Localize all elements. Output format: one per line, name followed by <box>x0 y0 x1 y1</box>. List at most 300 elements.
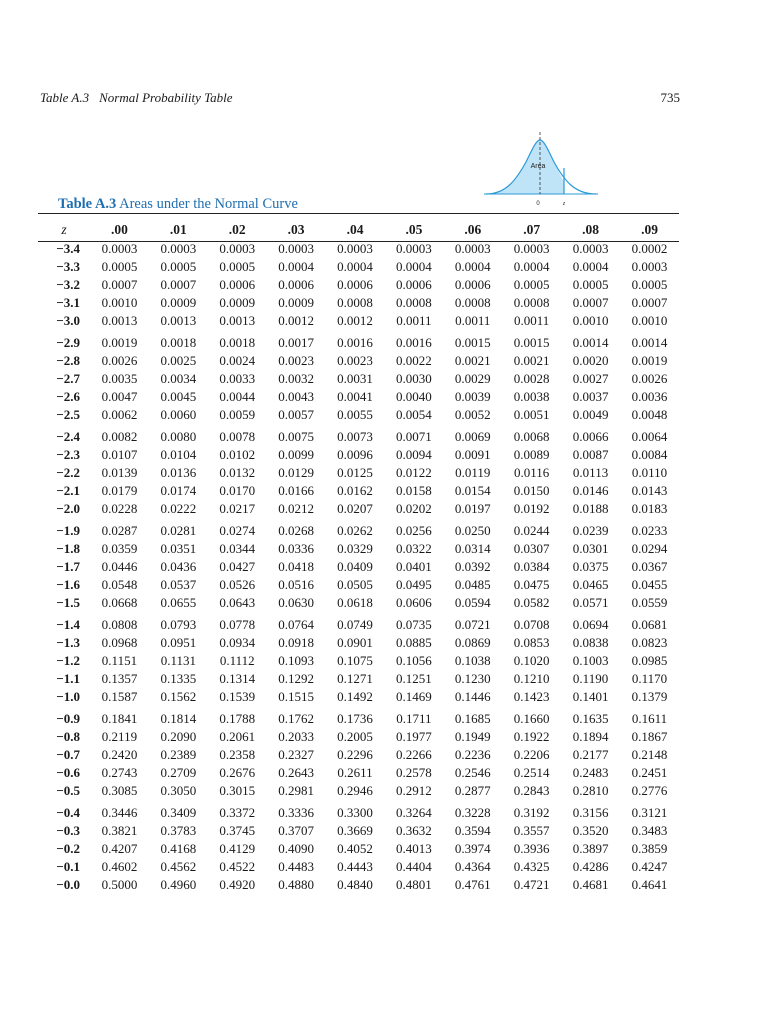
area-value: 0.3520 <box>572 823 609 838</box>
area-value: 0.0158 <box>396 483 432 498</box>
area-value: 0.0010 <box>572 313 609 328</box>
area-value: 0.0052 <box>454 407 491 422</box>
area-value: 0.0681 <box>631 617 668 632</box>
area-value: 0.0062 <box>101 407 138 422</box>
area-value: 0.0179 <box>101 483 138 498</box>
table-row <box>38 540 679 558</box>
area-value: 0.0078 <box>219 429 256 444</box>
area-value: 0.0008 <box>337 295 373 310</box>
area-value: 0.0005 <box>572 277 609 292</box>
area-value: 0.0197 <box>454 501 491 516</box>
area-value: 0.0268 <box>278 523 314 538</box>
area-value: 0.0853 <box>513 635 550 650</box>
area-value: 0.0985 <box>631 653 668 668</box>
table-row <box>38 312 679 330</box>
area-value: 0.2709 <box>160 765 197 780</box>
area-value: 0.0009 <box>219 295 256 310</box>
area-value: 0.0901 <box>337 635 373 650</box>
area-value: 0.0003 <box>278 241 314 256</box>
area-value: 0.2119 <box>101 729 138 744</box>
area-value: 0.0094 <box>396 447 432 462</box>
area-value: 0.1230 <box>454 671 491 686</box>
area-value: 0.1894 <box>572 729 609 744</box>
area-value: 0.0132 <box>219 465 256 480</box>
z-value: −1.7 <box>56 559 80 574</box>
area-value: 0.0018 <box>160 335 197 350</box>
z-value: −2.6 <box>56 389 80 404</box>
z-value: −2.7 <box>56 371 80 386</box>
area-value: 0.3594 <box>454 823 491 838</box>
area-value: 0.0102 <box>219 447 256 462</box>
area-value: 0.0003 <box>396 241 432 256</box>
area-value: 0.3936 <box>513 841 550 856</box>
z-value: −1.3 <box>56 635 80 650</box>
area-value: 0.1251 <box>396 671 432 686</box>
area-value: 0.3974 <box>454 841 491 856</box>
area-value: 0.3707 <box>278 823 314 838</box>
table-row <box>38 370 679 388</box>
area-value: 0.1446 <box>454 689 491 704</box>
area-value: 0.0084 <box>631 447 668 462</box>
area-value: 0.0047 <box>101 389 138 404</box>
area-value: 0.0122 <box>396 465 432 480</box>
z-value: −1.6 <box>56 577 80 592</box>
header-col: .00 <box>111 222 128 237</box>
table-row <box>38 500 679 518</box>
area-value: 0.0026 <box>101 353 138 368</box>
area-value: 0.0749 <box>337 617 373 632</box>
area-value: 0.2451 <box>631 765 668 780</box>
area-value: 0.0011 <box>514 313 550 328</box>
area-value: 0.0028 <box>513 371 550 386</box>
area-value: 0.1131 <box>160 653 196 668</box>
z-value: −2.0 <box>56 501 80 516</box>
area-value: 0.2358 <box>219 747 256 762</box>
area-value: 0.0008 <box>513 295 550 310</box>
area-value: 0.0030 <box>396 371 432 386</box>
area-value: 0.0281 <box>160 523 197 538</box>
area-value: 0.0582 <box>513 595 550 610</box>
area-value: 0.0004 <box>278 259 314 274</box>
area-value: 0.0003 <box>454 241 491 256</box>
table-header <box>38 220 679 240</box>
z-value: −1.4 <box>56 617 80 632</box>
table-row <box>38 670 679 688</box>
area-value: 0.3015 <box>219 783 256 798</box>
area-value: 0.0793 <box>160 617 197 632</box>
area-value: 0.1210 <box>513 671 550 686</box>
table-row <box>38 446 679 464</box>
area-value: 0.0294 <box>631 541 668 556</box>
area-value: 0.0014 <box>572 335 609 350</box>
z-value: −2.5 <box>56 407 80 422</box>
area-value: 0.2946 <box>337 783 373 798</box>
area-value: 0.4721 <box>513 877 550 892</box>
table-row <box>38 840 679 858</box>
area-value: 0.0038 <box>513 389 550 404</box>
area-value: 0.0008 <box>396 295 432 310</box>
area-value: 0.0113 <box>572 465 609 480</box>
area-value: 0.4681 <box>572 877 609 892</box>
area-value: 0.0918 <box>278 635 314 650</box>
area-value: 0.0329 <box>337 541 373 556</box>
area-value: 0.0465 <box>572 577 609 592</box>
table-row <box>38 746 679 764</box>
area-value: 0.0004 <box>396 259 432 274</box>
area-value: 0.0475 <box>513 577 550 592</box>
area-value: 0.0202 <box>396 501 432 516</box>
table-row <box>38 858 679 876</box>
area-value: 0.0003 <box>572 241 609 256</box>
z-value: −2.3 <box>56 447 80 462</box>
z-value: −0.8 <box>56 729 80 744</box>
area-value: 0.0934 <box>219 635 256 650</box>
area-value: 0.0004 <box>337 259 373 274</box>
area-value: 0.1292 <box>278 671 314 686</box>
z-value: −3.2 <box>56 277 80 292</box>
area-value: 0.0823 <box>631 635 668 650</box>
area-value: 0.0005 <box>631 277 668 292</box>
area-value: 0.0024 <box>219 353 256 368</box>
header-col: .07 <box>523 222 541 237</box>
area-value: 0.0146 <box>572 483 609 498</box>
area-value: 0.4404 <box>396 859 432 874</box>
area-value: 0.0116 <box>514 465 550 480</box>
area-value: 0.0764 <box>278 617 314 632</box>
area-value: 0.2676 <box>219 765 256 780</box>
area-value: 0.0019 <box>101 335 138 350</box>
area-value: 0.4880 <box>278 877 314 892</box>
area-value: 0.3783 <box>160 823 197 838</box>
area-value: 0.0869 <box>454 635 491 650</box>
area-value: 0.0110 <box>631 465 668 480</box>
z-value: −1.2 <box>56 653 80 668</box>
area-value: 0.0012 <box>337 313 373 328</box>
z-value: −1.8 <box>56 541 80 556</box>
area-value: 0.0003 <box>631 259 668 274</box>
area-value: 0.1814 <box>160 711 197 726</box>
z-value: −0.7 <box>56 747 80 762</box>
area-value: 0.4641 <box>631 877 668 892</box>
area-value: 0.4522 <box>219 859 256 874</box>
area-value: 0.0455 <box>631 577 668 592</box>
area-value: 0.4207 <box>101 841 138 856</box>
z-value: −2.8 <box>56 353 80 368</box>
area-value: 0.2296 <box>337 747 373 762</box>
area-value: 0.1660 <box>513 711 550 726</box>
area-value: 0.0011 <box>455 313 491 328</box>
area-value: 0.0174 <box>160 483 197 498</box>
table-row <box>38 428 679 446</box>
area-value: 0.0136 <box>160 465 197 480</box>
area-value: 0.3745 <box>219 823 256 838</box>
area-value: 0.0033 <box>219 371 256 386</box>
area-value: 0.1977 <box>396 729 432 744</box>
area-value: 0.0027 <box>572 371 609 386</box>
area-value: 0.0537 <box>160 577 197 592</box>
area-value: 0.0031 <box>337 371 373 386</box>
area-value: 0.0322 <box>396 541 432 556</box>
area-value: 0.2643 <box>278 765 314 780</box>
area-value: 0.1788 <box>219 711 256 726</box>
area-value: 0.0021 <box>454 353 491 368</box>
area-value: 0.0119 <box>455 465 491 480</box>
area-value: 0.0055 <box>337 407 373 422</box>
area-value: 0.0217 <box>219 501 256 516</box>
area-value: 0.3821 <box>101 823 138 838</box>
area-value: 0.4168 <box>160 841 197 856</box>
area-value: 0.0004 <box>572 259 609 274</box>
area-value: 0.1922 <box>513 729 550 744</box>
area-value: 0.0154 <box>454 483 491 498</box>
area-value: 0.0003 <box>513 241 550 256</box>
header-col: .04 <box>346 222 364 237</box>
area-value: 0.4483 <box>278 859 314 874</box>
area-value: 0.0192 <box>513 501 550 516</box>
area-value: 0.0051 <box>513 407 550 422</box>
table-row <box>38 782 679 800</box>
area-value: 0.0436 <box>160 559 197 574</box>
area-value: 0.2776 <box>631 783 668 798</box>
area-value: 0.0446 <box>101 559 138 574</box>
area-value: 0.0301 <box>572 541 609 556</box>
area-value: 0.1867 <box>631 729 668 744</box>
table-row <box>38 616 679 634</box>
area-value: 0.1841 <box>101 711 138 726</box>
area-value: 0.3336 <box>278 805 314 820</box>
area-value: 0.0091 <box>454 447 491 462</box>
area-value: 0.4247 <box>631 859 668 874</box>
area-value: 0.1357 <box>101 671 138 686</box>
area-value: 0.0064 <box>631 429 668 444</box>
normal-probability-table <box>38 220 679 894</box>
area-value: 0.0107 <box>101 447 138 462</box>
area-value: 0.0212 <box>278 501 314 516</box>
area-value: 0.0367 <box>631 559 668 574</box>
area-value: 0.4840 <box>337 877 373 892</box>
area-value: 0.1151 <box>101 653 138 668</box>
area-value: 0.0351 <box>160 541 197 556</box>
table-row <box>38 576 679 594</box>
area-value: 0.0019 <box>631 353 668 368</box>
page-number: 735 <box>660 90 680 105</box>
area-value: 0.0011 <box>396 313 432 328</box>
area-value: 0.0044 <box>219 389 256 404</box>
area-value: 0.0233 <box>631 523 668 538</box>
area-value: 0.1020 <box>513 653 550 668</box>
area-value: 0.0099 <box>278 447 314 462</box>
area-value: 0.1401 <box>572 689 609 704</box>
area-value: 0.2483 <box>572 765 609 780</box>
table-row <box>38 634 679 652</box>
running-head <box>40 90 680 106</box>
table-caption <box>58 196 298 213</box>
area-value: 0.0037 <box>572 389 609 404</box>
area-value: 0.0125 <box>337 465 373 480</box>
area-value: 0.1949 <box>454 729 491 744</box>
area-value: 0.0007 <box>101 277 138 292</box>
header-col: .06 <box>464 222 482 237</box>
z-value: −2.4 <box>56 429 80 444</box>
header-col: .09 <box>641 222 658 237</box>
area-label: Area <box>530 163 546 170</box>
table-row <box>38 558 679 576</box>
area-value: 0.0004 <box>513 259 550 274</box>
table-row <box>38 728 679 746</box>
area-value: 0.0005 <box>160 259 197 274</box>
area-value: 0.1762 <box>278 711 314 726</box>
area-value: 0.0002 <box>631 241 668 256</box>
z-value: −0.2 <box>56 841 80 856</box>
area-value: 0.0170 <box>219 483 256 498</box>
area-value: 0.0026 <box>631 371 668 386</box>
area-value: 0.0005 <box>513 277 550 292</box>
area-value: 0.0010 <box>101 295 138 310</box>
area-value: 0.1271 <box>337 671 373 686</box>
area-value: 0.1314 <box>219 671 256 686</box>
area-value: 0.0005 <box>101 259 138 274</box>
area-value: 0.4602 <box>101 859 138 874</box>
area-value: 0.0307 <box>513 541 550 556</box>
header-col: .03 <box>287 222 305 237</box>
area-value: 0.3669 <box>337 823 373 838</box>
header-col: .02 <box>228 222 246 237</box>
area-value: 0.2810 <box>572 783 609 798</box>
area-value: 0.0166 <box>278 483 314 498</box>
area-value: 0.0401 <box>396 559 432 574</box>
area-value: 0.0013 <box>160 313 197 328</box>
area-value: 0.0018 <box>219 335 256 350</box>
z-value: −0.4 <box>56 805 80 820</box>
area-value: 0.0885 <box>396 635 432 650</box>
z-value: −3.0 <box>56 313 80 328</box>
area-value: 0.0069 <box>454 429 491 444</box>
z-value: −3.4 <box>56 241 80 256</box>
area-value: 0.0089 <box>513 447 550 462</box>
area-value: 0.1611 <box>631 711 668 726</box>
area-value: 0.0023 <box>278 353 314 368</box>
area-value: 0.1038 <box>454 653 491 668</box>
area-value: 0.1562 <box>160 689 197 704</box>
area-value: 0.0571 <box>572 595 609 610</box>
area-value: 0.0606 <box>396 595 432 610</box>
z-value: −0.0 <box>56 877 80 892</box>
area-value: 0.4801 <box>396 877 432 892</box>
area-value: 0.0060 <box>160 407 197 422</box>
z-value: −0.1 <box>56 859 80 874</box>
area-value: 0.0485 <box>454 577 491 592</box>
area-value: 0.0003 <box>101 241 138 256</box>
area-value: 0.0274 <box>219 523 256 538</box>
z-value: −3.1 <box>56 295 80 310</box>
area-value: 0.0559 <box>631 595 668 610</box>
z-value: −2.9 <box>56 335 80 350</box>
area-value: 0.0548 <box>101 577 138 592</box>
top-rule <box>38 213 679 214</box>
table-row <box>38 876 679 894</box>
area-value: 0.0016 <box>337 335 373 350</box>
area-value: 0.3897 <box>572 841 609 856</box>
area-value: 0.0375 <box>572 559 609 574</box>
caption-label: Table A.3 <box>58 196 117 212</box>
area-value: 0.0007 <box>631 295 668 310</box>
area-value: 0.2148 <box>631 747 668 762</box>
area-value: 0.0392 <box>454 559 491 574</box>
area-value: 0.4052 <box>337 841 373 856</box>
area-value: 0.3632 <box>396 823 432 838</box>
table-row <box>38 804 679 822</box>
area-value: 0.0951 <box>160 635 197 650</box>
area-value: 0.1492 <box>337 689 373 704</box>
area-value: 0.2514 <box>513 765 550 780</box>
area-value: 0.1190 <box>572 671 609 686</box>
area-value: 0.4443 <box>337 859 373 874</box>
area-value: 0.1335 <box>160 671 197 686</box>
area-value: 0.2033 <box>278 729 314 744</box>
area-value: 0.1711 <box>396 711 432 726</box>
z-value: −1.0 <box>56 689 80 704</box>
area-value: 0.4562 <box>160 859 197 874</box>
area-value: 0.2420 <box>101 747 138 762</box>
area-value: 0.0015 <box>454 335 491 350</box>
area-value: 0.2877 <box>454 783 491 798</box>
area-value: 0.3483 <box>631 823 668 838</box>
area-value: 0.1469 <box>396 689 432 704</box>
area-value: 0.4920 <box>219 877 256 892</box>
area-value: 0.0409 <box>337 559 373 574</box>
area-value: 0.4090 <box>278 841 314 856</box>
area-value: 0.0526 <box>219 577 256 592</box>
header-z: z <box>61 222 67 237</box>
area-value: 0.3264 <box>396 805 432 820</box>
area-value: 0.0025 <box>160 353 197 368</box>
area-value: 0.1685 <box>454 711 491 726</box>
area-value: 0.0043 <box>278 389 314 404</box>
area-value: 0.0006 <box>219 277 256 292</box>
table-row <box>38 482 679 500</box>
table-row <box>38 710 679 728</box>
area-value: 0.0015 <box>513 335 550 350</box>
area-value: 0.0032 <box>278 371 314 386</box>
area-value: 0.4286 <box>572 859 609 874</box>
area-value: 0.0708 <box>513 617 550 632</box>
header-col: .01 <box>169 222 187 237</box>
area-value: 0.3121 <box>631 805 668 820</box>
table-row <box>38 240 679 258</box>
area-value: 0.0594 <box>454 595 491 610</box>
area-value: 0.0013 <box>101 313 138 328</box>
z-value: −1.5 <box>56 595 80 610</box>
normal-curve-figure <box>482 128 602 212</box>
area-value: 0.0778 <box>219 617 256 632</box>
area-value: 0.0162 <box>337 483 373 498</box>
area-value: 0.0022 <box>396 353 432 368</box>
caption-text: Areas under the Normal Curve <box>119 196 298 212</box>
area-value: 0.0041 <box>337 389 373 404</box>
area-value: 0.0207 <box>337 501 373 516</box>
area-value: 0.0427 <box>219 559 256 574</box>
zero-label: 0 <box>536 201 540 207</box>
area-value: 0.0082 <box>101 429 138 444</box>
area-value: 0.0039 <box>454 389 491 404</box>
area-value: 0.0005 <box>219 259 256 274</box>
area-value: 0.4364 <box>454 859 491 874</box>
area-value: 0.0228 <box>101 501 138 516</box>
area-value: 0.3557 <box>513 823 550 838</box>
area-value: 0.0344 <box>219 541 256 556</box>
z-value: −0.3 <box>56 823 80 838</box>
area-value: 0.1539 <box>219 689 256 704</box>
